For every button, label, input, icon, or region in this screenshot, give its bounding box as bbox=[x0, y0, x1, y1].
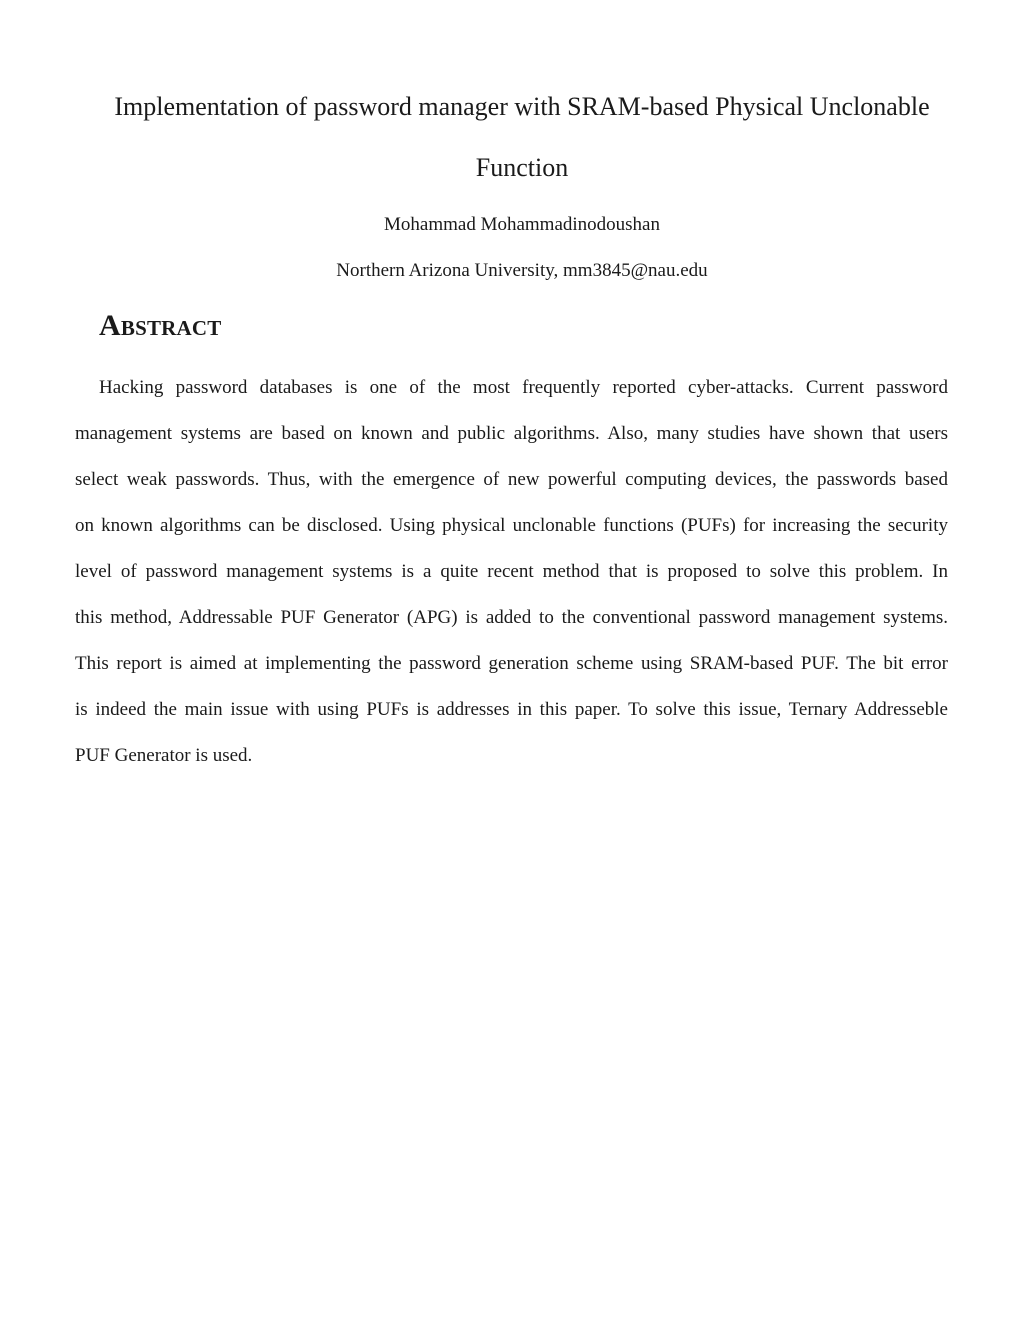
abstract-line: PUF Generator is used. bbox=[75, 745, 253, 766]
abstract-line: on known algorithms can be disclosed. Using physical unclonable functions (PUFs) for increasing the security bbox=[75, 515, 948, 536]
paper-title-line-1: Implementation of password manager with SRAM-based Physical Unclonable bbox=[114, 92, 930, 121]
abstract-line: select weak passwords. Thus, with the emergence of new powerful computing devices, the passwords based bbox=[75, 469, 948, 490]
abstract-text bbox=[75, 373, 948, 787]
abstract-line: level of password management systems is a quite recent method that is proposed to solve this problem. In bbox=[75, 561, 948, 582]
abstract-line: management systems are based on known and public algorithms. Also, many studies have shown that users bbox=[75, 423, 948, 444]
paper-title-line-2: Function bbox=[475, 153, 569, 182]
abstract-line: this method, Addressable PUF Generator (APG) is added to the conventional password management systems. bbox=[75, 607, 948, 628]
abstract-line: is indeed the main issue with using PUFs is addresses in this paper. To solve this issue, Ternary Addresseble bbox=[75, 699, 948, 720]
abstract-line: Hacking password databases is one of the most frequently reported cyber-attacks. Current password bbox=[99, 377, 948, 398]
abstract-line: This report is aimed at implementing the password generation scheme using SRAM-based PUF. The bit error bbox=[75, 653, 948, 674]
author-affiliation: Northern Arizona University, mm3845@nau.edu bbox=[336, 260, 708, 281]
abstract-heading: Abstract bbox=[99, 309, 222, 342]
author-name: Mohammad Mohammadinodoushan bbox=[384, 214, 660, 235]
